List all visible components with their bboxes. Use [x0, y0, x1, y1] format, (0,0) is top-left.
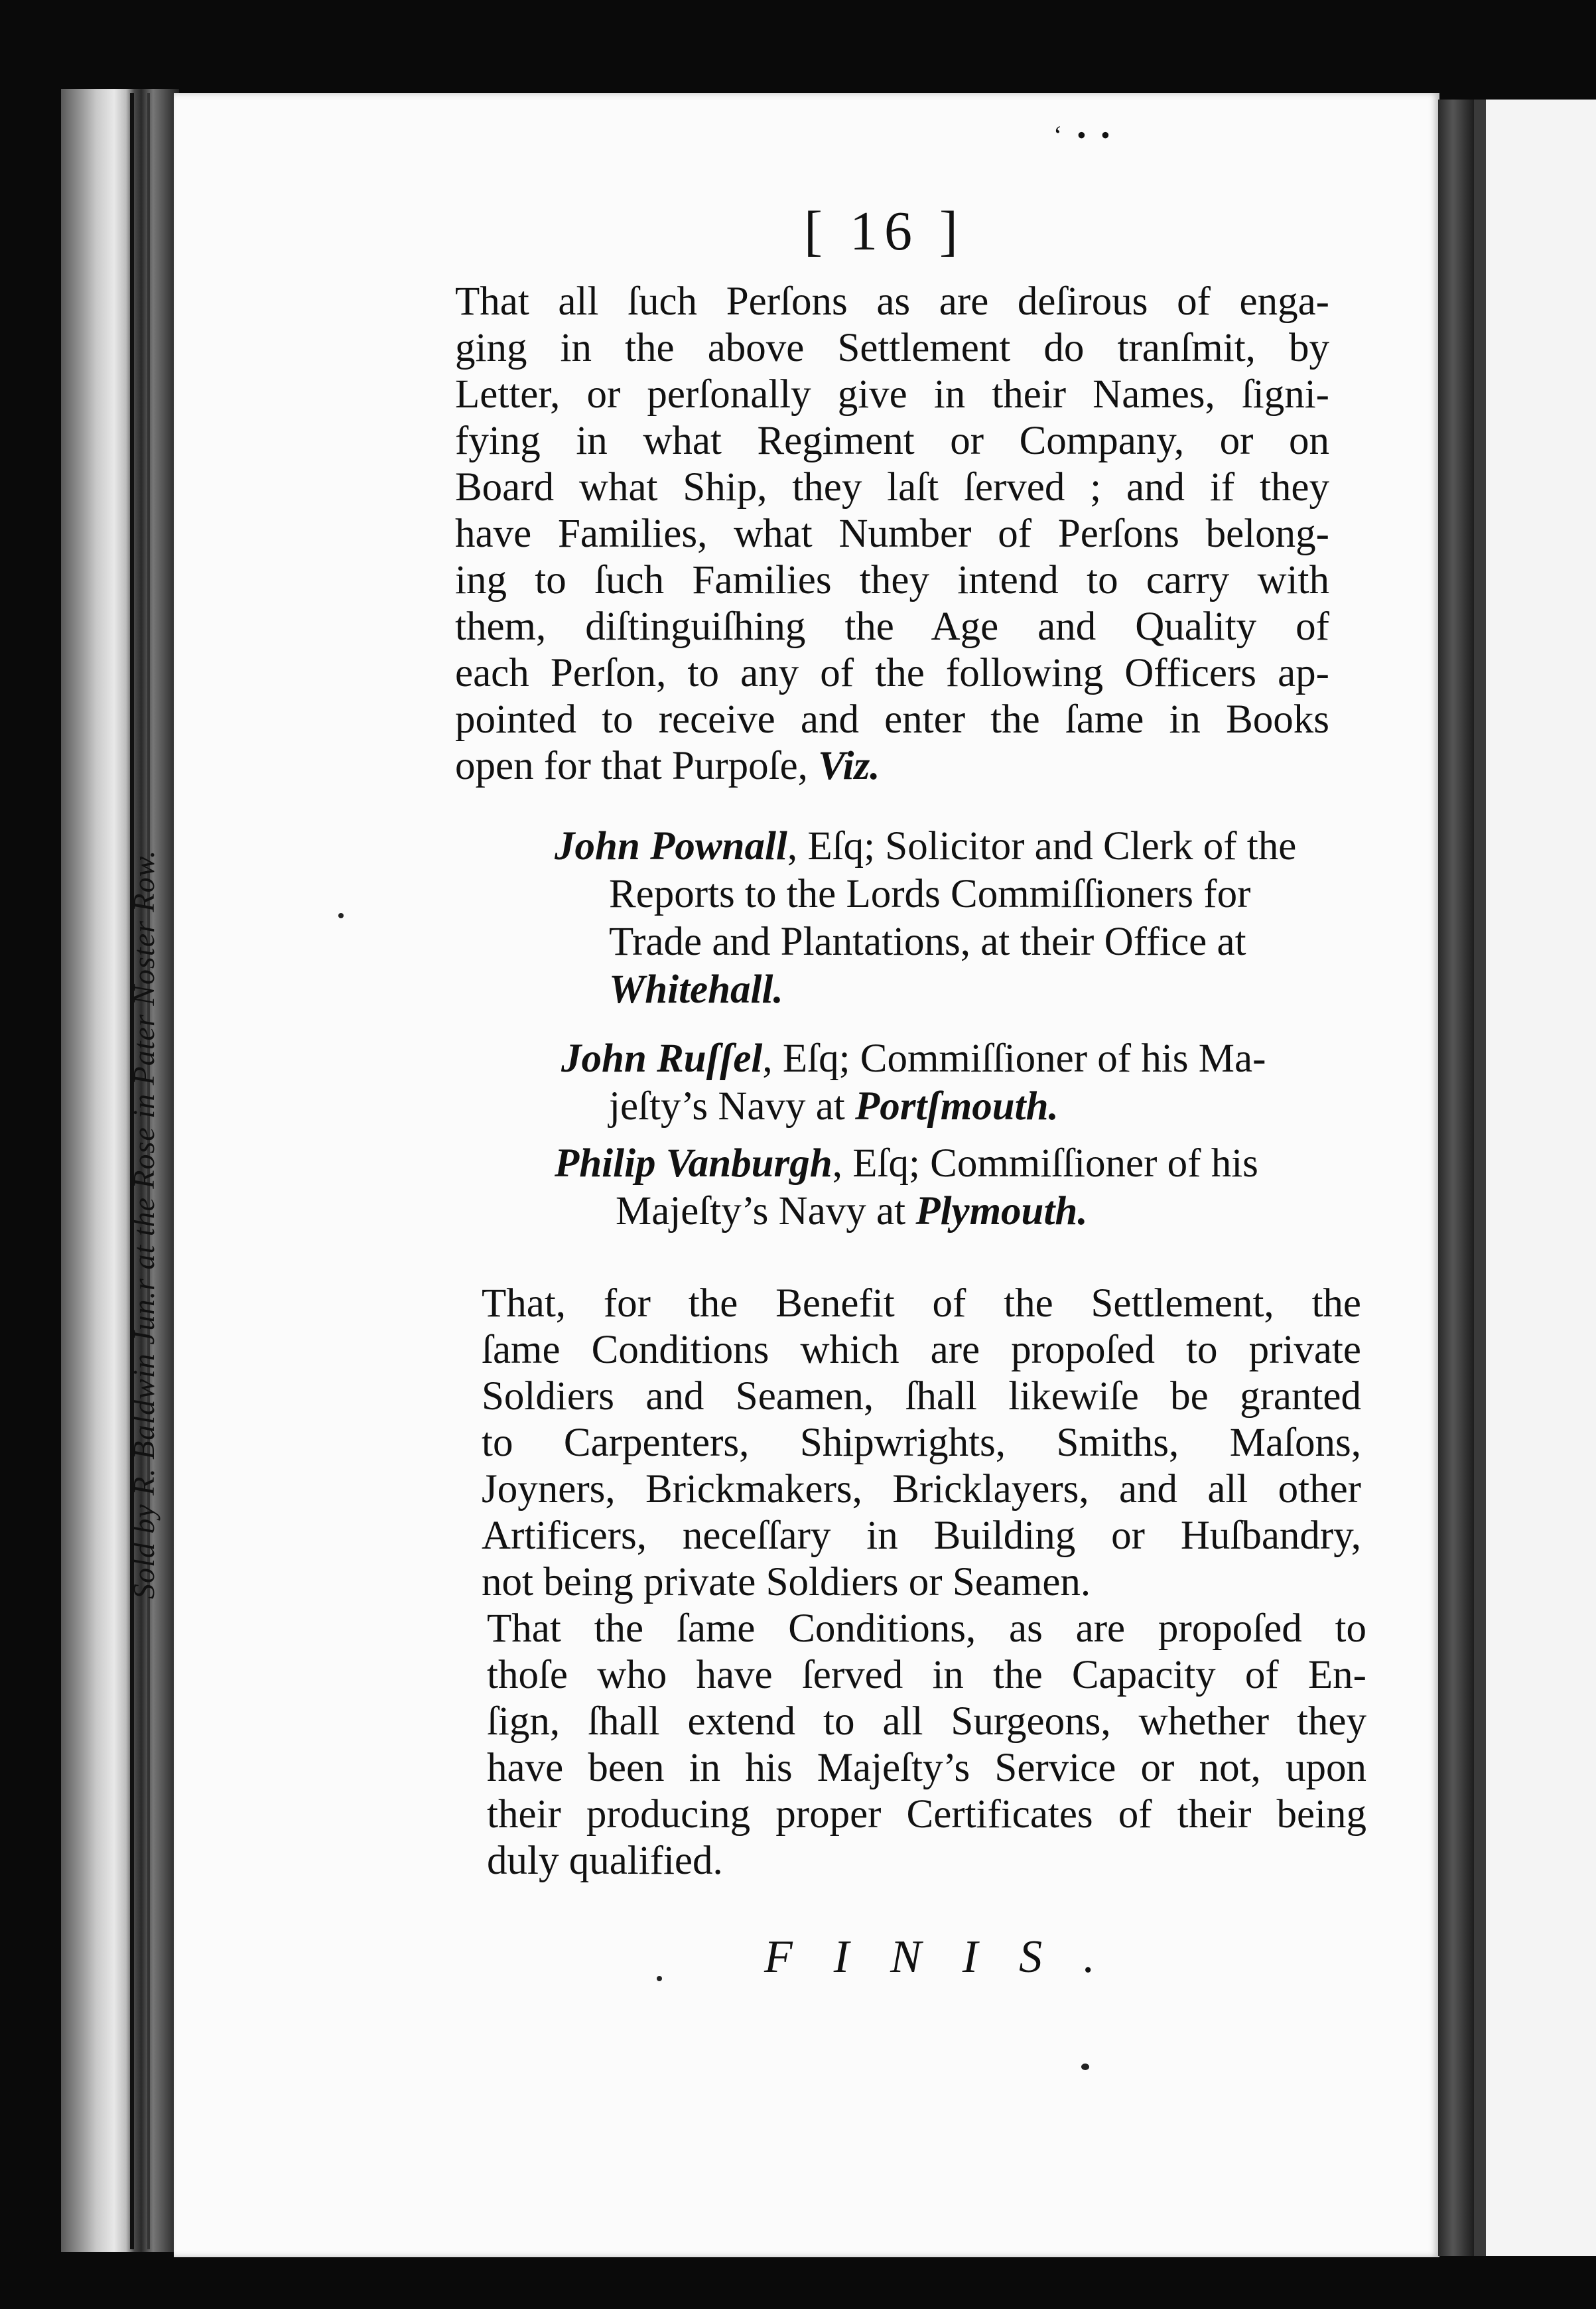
officer-line: Majeſty’s Navy at — [616, 1189, 906, 1233]
paragraph-officers-registration — [455, 279, 1329, 790]
text-line: Soldiers and Seamen, ſhall likewiſe be granted — [482, 1374, 1361, 1419]
bookseller-imprint: Sold by R. Baldwin Jun.r at the Rose in Pater Noster Row. — [127, 849, 161, 1599]
text-line: Artificers, neceſſary in Building or Huſbandry, — [482, 1513, 1361, 1558]
finis-colophon: FINIS. — [764, 1931, 1136, 1983]
text-line: fying in what Regiment or Company, or on — [455, 419, 1329, 463]
officer-name: Philip Vanburgh — [555, 1141, 832, 1186]
officer-line: Trade and Plantations, at their Office at — [609, 920, 1246, 964]
officer-name: John Ruſſel — [561, 1036, 763, 1081]
top-ink-mark: ‘ • • — [1053, 120, 1114, 150]
viz-abbreviation: Viz. — [818, 744, 880, 788]
text-line: to Carpenters, Shipwrights, Smiths, Maſons, — [482, 1421, 1361, 1465]
adjacent-page-edge — [1474, 100, 1486, 2256]
officer-line: Reports to the Lords Commiſſioners for — [609, 872, 1251, 916]
text-line: Letter, or perſonally give in their Names, ſigni- — [455, 372, 1329, 417]
ink-speck — [1081, 2064, 1089, 2070]
officer-place: Whitehall. — [609, 967, 783, 1012]
text-line: duly qualified. — [487, 1839, 723, 1883]
text-line: Board what Ship, they laſt ſerved ; and if they — [455, 465, 1329, 510]
text-line: have been in his Majeſty’s Service or not, upon — [487, 1746, 1366, 1790]
officer-line: jeſty’s Navy at — [609, 1084, 845, 1129]
ink-speck — [338, 913, 344, 918]
text-line: ſign, ſhall extend to all Surgeons, whether they — [487, 1699, 1366, 1744]
officer-line: , Eſq; Commiſſioner of his — [832, 1141, 1258, 1186]
text-line: ſame Conditions which are propoſed to private — [482, 1328, 1361, 1372]
paragraph-surgeons — [487, 1606, 1366, 1884]
text-line: not being private Soldiers or Seamen. — [482, 1560, 1091, 1604]
text-line: have Families, what Number of Perſons belong- — [455, 512, 1329, 556]
page-binding-edge — [61, 89, 179, 2252]
page-number: [ 16 ] — [804, 200, 964, 262]
officer-place: Portſmouth. — [855, 1084, 1059, 1129]
text-line: That the ſame Conditions, as are propoſed to — [487, 1606, 1366, 1651]
text-line: ging in the above Settlement do tranſmit, by — [455, 326, 1329, 370]
page-gutter-shadow — [1438, 100, 1475, 2256]
text-line: them, diſtinguiſhing the Age and Quality of — [455, 604, 1329, 649]
text-line: their producing proper Certificates of their being — [487, 1792, 1366, 1837]
paragraph-artificers — [482, 1281, 1361, 1606]
text-line: Joyners, Brickmakers, Bricklayers, and all other — [482, 1467, 1361, 1511]
text-line: open for that Purpoſe, Viz. — [455, 744, 880, 788]
officer-entry — [561, 1035, 1348, 1131]
text-line: ing to ſuch Families they intend to carry with — [455, 558, 1329, 602]
officer-place: Plymouth. — [915, 1189, 1088, 1233]
officer-line: , Eſq; Solicitor and Clerk of the — [787, 824, 1297, 869]
text-line: each Perſon, to any of the following Officers ap- — [455, 651, 1329, 695]
officer-entry — [555, 1140, 1351, 1235]
text-line: That all ſuch Perſons as are deſirous of enga- — [455, 279, 1329, 324]
text-line: pointed to receive and enter the ſame in Books — [455, 697, 1329, 742]
text-line: thoſe who have ſerved in the Capacity of En- — [487, 1653, 1366, 1697]
officer-name: John Pownall — [555, 824, 787, 869]
officer-line: , Eſq; Commiſſioner of his Ma- — [762, 1036, 1266, 1081]
ink-speck — [657, 1976, 662, 1981]
adjacent-page — [1474, 100, 1596, 2256]
officer-entry — [555, 823, 1341, 1014]
text-line: That, for the Benefit of the Settlement, the — [482, 1281, 1361, 1326]
